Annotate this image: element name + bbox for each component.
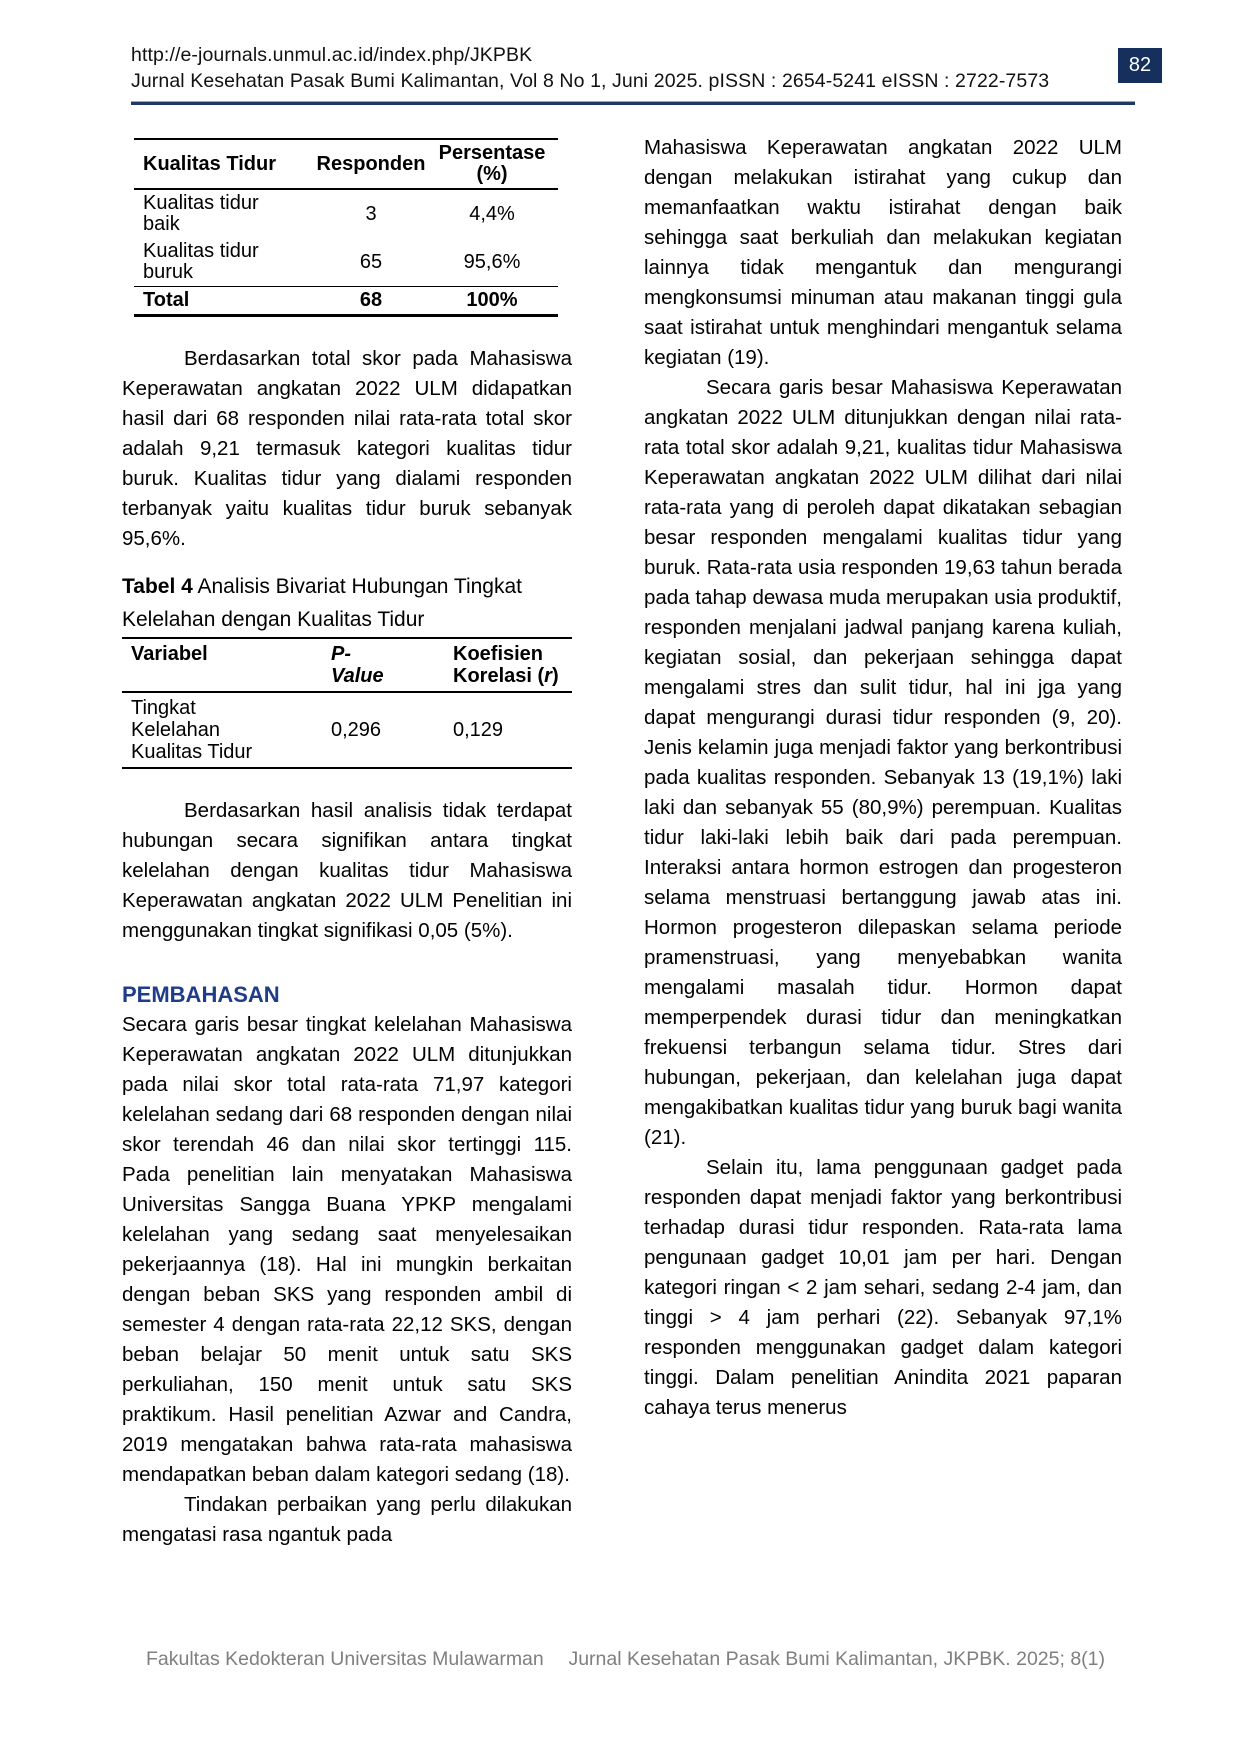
table-header-row [122,638,572,692]
row-koefisien: 0,129 [453,719,504,741]
row-persentase: 4,4% [469,202,515,225]
row-label: Kualitas tidur buruk [143,240,259,283]
section-heading-pembahasan: PEMBAHASAN [122,982,280,1007]
col-header-responden: Responden [316,139,426,189]
row-responden: 65 [359,250,383,273]
paragraph-tindakan: Tindakan perbaikan yang perlu dilakukan mengatasi rasa ngantuk pada [122,1493,572,1546]
paragraph-hasil-analisis: Berdasarkan hasil analisis tidak terdapat hubungan secara signifikan antara tingkat kelelahan dengan kualitas tidur Mahasiswa Keperawatan angkatan 2022 ULM Penelitian ini menggunakan tingkat signifikasi 0,05 (5%). [122,799,572,942]
table-analisis-bivariat [122,637,572,769]
article-body [0,105,1240,1550]
journal-citation-line: Jurnal Kesehatan Pasak Bumi Kalimantan, Vol 8 No 1, Juni 2025. pISSN : 2654-5241 eISSN : 2722-7573 [131,70,1050,92]
page-number-badge: 82 [1118,48,1162,83]
row-responden: 3 [365,202,377,225]
col-header-variabel: Variabel [122,638,322,692]
col-header-persentase: Persentase (%) [426,139,558,189]
row-label: Kualitas tidur baik [143,192,259,235]
col-header-kualitas-tidur: Kualitas Tidur [134,139,316,189]
paragraph-hasil-skor: Berdasarkan total skor pada Mahasiswa Keperawatan angkatan 2022 ULM didapatkan hasil dari 68 responden nilai rata-rata total skor adalah 9,21 termasuk kategori kualitas tidur buruk. Kualitas tidur yang dialami responden terbanyak yaitu kualitas tidur buruk sebanyak 95,6%. [122,347,572,550]
table4-caption-title: Analisis Bivariat Hubungan Tingkat Kelelahan dengan Kualitas Tidur [122,575,523,631]
column-right [644,105,1122,1423]
table-total-row [134,287,558,316]
total-label: Total [134,287,316,316]
row-p-value: 0,296 [331,719,382,741]
paragraph-kualitas-tidur: Secara garis besar Mahasiswa Keperawatan angkatan 2022 ULM ditunjukkan dengan nilai rata-rata total skor adalah 9,21, kualitas tidur Mahasiswa Keperawatan angkatan 2022 ULM dilihat dari nilai rata-rata yang di peroleh dapat dikatakan sebagian besar responden mengalami kualitas tidur yang buruk. Rata-rata usia responden 19,63 tahun berada pada tahap dewasa muda merupakan usia produktif, responden menjalani jadwal panjang karena kuliah, kegiatan sosial, dan pekerjaan sehingga dapat mengalami stres dan sulit tidur, hal ini jga yang dapat mengurangi durasi tidur responden (9, 20). Jenis kelamin juga menjadi faktor yang berkontribusi pada kualitas responden. Sebanyak 13 (19,1%) laki laki dan sebanyak 55 (80,9%) perempuan. Kualitas tidur laki-laki lebih baik dari pada perempuan. Interaksi antara hormon estrogen dan progesteron selama menstruasi bertanggung jawab atas ini. Hormon progesteron dilepaskan selama periode pramenstruasi, yang menyebabkan wanita mengalami masalah tidur. Hormon dapat memperpendek durasi tidur dan meningkatkan frekuensi terbangun selama tidur. Stres dari hubungan, pekerjaan, dan kelelahan juga dapat mengakibatkan kualitas tidur yang buruk bagi wanita (21). [644,376,1122,1149]
page-header [0,0,1240,94]
journal-url: http://e-journals.unmul.ac.id/index.php/JKPBK [131,44,533,66]
row-persentase: 95,6% [463,250,521,273]
footer-journal-ref: Jurnal Kesehatan Pasak Bumi Kalimantan, JKPBK. 2025; 8(1) [568,1648,1105,1670]
table4-caption-number: Tabel 4 [122,575,193,598]
col-header-koefisien-korelasi: Koefisien Korelasi (r) [444,638,572,692]
table-row [134,238,558,287]
col-header-p-value: P-Value [322,638,444,692]
page-footer [146,1648,1105,1671]
paragraph-pembahasan-1: Secara garis besar tingkat kelelahan Mahasiswa Keperawatan angkatan 2022 ULM ditunjukkan pada nilai skor total rata-rata 71,97 kategori kelelahan sedang dari 68 responden dengan nilai skor terendah 46 dan nilai skor tertinggi 115. Pada penelitian lain menyatakan Mahasiswa Universitas Sangga Buana YPKP mengalami kelelahan yang sedang saat menyelesaikan pekerjaannya (18). Hal ini mungkin berkaitan dengan beban SKS yang responden ambil di semester 4 dengan rata-rata 22,12 SKS, dengan beban belajar 50 menit untuk satu SKS perkuliahan, 150 menit untuk satu SKS praktikum. Hasil penelitian Azwar and Candra, 2019 mengatakan bahwa rata-rata mahasiswa mendapatkan beban dalam kategori sedang (18). [122,1013,572,1486]
table-kualitas-tidur [134,138,558,317]
table4-caption [122,570,572,636]
table-row [122,692,572,768]
paragraph-istirahat: Mahasiswa Keperawatan angkatan 2022 ULM dengan melakukan istirahat yang cukup dan memanfaatkan waktu istirahat dengan baik sehingga saat berkuliah dan melakukan kegiatan lainnya tidak mengantuk dan mengurangi mengkonsumsi minuman atau makanan tinggi gula saat istirahat untuk menghindari mengantuk selama kegiatan (19). [644,136,1122,369]
total-persentase: 100% [426,287,558,316]
column-left [122,105,572,1550]
table-header-row [134,139,558,189]
paragraph-gadget: Selain itu, lama penggunaan gadget pada responden dapat menjadi faktor yang berkontribusi terhadap durasi tidur responden. Rata-rata lama pengunaan gadget 10,01 jam per hari. Dengan kategori ringan < 2 jam sehari, sedang 2-4 jam, dan tinggi > 4 jam perhari (22). Sebanyak 97,1% responden menggunakan gadget dalam kategori tinggi. Dalam penelitian Anindita 2021 paparan cahaya terus menerus [644,1156,1122,1419]
row-variabel: Tingkat Kelelahan Kualitas Tidur [131,697,253,763]
footer-institution: Fakultas Kedokteran Universitas Mulawarman [146,1648,544,1670]
table-row [134,189,558,238]
total-responden: 68 [316,287,426,316]
